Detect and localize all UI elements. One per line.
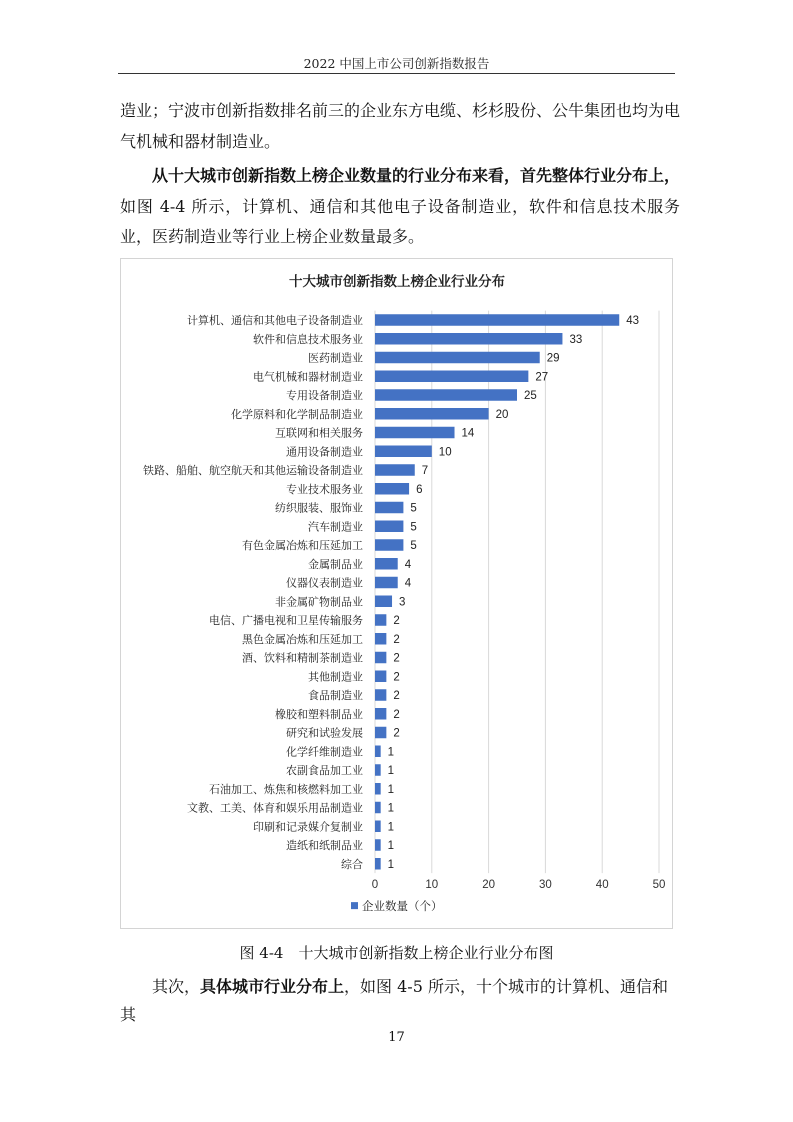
bar xyxy=(375,821,381,833)
bar xyxy=(375,446,432,458)
data-label: 29 xyxy=(546,352,560,365)
category-label: 仪器仪表制造业 xyxy=(286,577,363,590)
category-label: 农副食品加工业 xyxy=(286,765,363,777)
data-label: 33 xyxy=(569,333,583,346)
x-tick-label: 50 xyxy=(652,879,666,892)
bar xyxy=(375,558,398,570)
x-tick-label: 30 xyxy=(539,879,552,892)
bar xyxy=(375,427,455,439)
bar xyxy=(375,577,398,589)
bar xyxy=(375,858,381,870)
data-label: 2 xyxy=(393,690,400,702)
bar xyxy=(375,764,381,776)
data-label: 43 xyxy=(626,315,640,327)
category-label: 石油加工、炼焦和核燃料加工业 xyxy=(209,783,363,796)
x-tick-label: 40 xyxy=(595,879,609,892)
category-label: 酒、饮料和精制茶制造业 xyxy=(242,652,363,665)
x-tick-label: 0 xyxy=(371,879,379,892)
paragraph-3 xyxy=(120,973,680,1029)
bar xyxy=(375,783,381,795)
data-label: 1 xyxy=(387,840,395,852)
bar xyxy=(375,596,392,608)
chart-container xyxy=(120,258,673,929)
page-number: 17 xyxy=(388,1030,405,1045)
bar xyxy=(375,633,386,645)
category-label: 金属制品业 xyxy=(308,558,363,571)
category-label: 其他制造业 xyxy=(308,671,363,684)
bar xyxy=(375,708,386,720)
category-label: 专业技术服务业 xyxy=(286,483,363,496)
header-rule xyxy=(118,73,675,74)
data-label: 4 xyxy=(404,558,412,571)
category-label: 研究和试验发展 xyxy=(286,727,363,740)
bar xyxy=(375,652,386,664)
data-label: 7 xyxy=(421,465,429,477)
data-label: 1 xyxy=(387,858,395,871)
data-label: 1 xyxy=(387,746,395,759)
chart-title: 十大城市创新指数上榜企业行业分布 xyxy=(289,274,505,289)
bar xyxy=(375,502,403,514)
category-label: 印刷和记录媒介复制业 xyxy=(253,821,363,834)
bar xyxy=(375,408,489,420)
paragraph-2 xyxy=(120,161,680,253)
category-label: 黑色金属冶炼和压延加工 xyxy=(242,633,363,646)
data-label: 2 xyxy=(393,633,400,646)
data-label: 2 xyxy=(393,671,400,684)
paragraph-2-bold: 从十大城市创新指数上榜企业数量的行业分布来看，首先整体行业分布上， xyxy=(152,166,681,185)
data-label: 1 xyxy=(387,783,395,796)
paragraph-3-bold: 具体城市行业分布上 xyxy=(200,977,345,996)
bar xyxy=(375,314,619,326)
bar xyxy=(375,727,386,739)
bar xyxy=(375,839,381,851)
category-label: 非金属矿物制品业 xyxy=(275,596,363,609)
data-label: 10 xyxy=(438,446,452,459)
bar xyxy=(375,352,540,364)
category-label: 电气机械和器材制造业 xyxy=(253,371,363,384)
bar xyxy=(375,483,409,495)
data-label: 4 xyxy=(404,577,412,590)
paragraph-3-end: ，如图 4-5 所示，十个城市的计算机、通信和其 xyxy=(120,977,668,1024)
paragraph-3-start: 其次， xyxy=(152,977,201,996)
x-tick-label: 20 xyxy=(482,879,495,892)
page-header: 2022 中国上市公司创新指数报告 xyxy=(303,56,490,71)
bar xyxy=(375,389,517,401)
bar xyxy=(375,464,415,476)
data-label: 20 xyxy=(495,408,509,421)
data-label: 2 xyxy=(393,615,400,627)
data-label: 5 xyxy=(410,521,417,534)
category-label: 有色金属冶炼和压延加工 xyxy=(242,540,363,552)
category-label: 软件和信息技术服务业 xyxy=(253,333,363,346)
figure-caption: 图 4-4 十大城市创新指数上榜企业行业分布图 xyxy=(239,944,554,962)
category-label: 橡胶和塑料制品业 xyxy=(275,708,363,721)
bar xyxy=(375,689,386,701)
bar xyxy=(375,746,381,758)
data-label: 6 xyxy=(416,483,423,496)
category-label: 电信、广播电视和卫星传输服务 xyxy=(209,615,363,627)
data-label: 2 xyxy=(393,708,400,721)
data-label: 25 xyxy=(524,390,537,402)
category-label: 互联网和相关服务 xyxy=(275,427,363,440)
category-label: 铁路、船舶、航空航天和其他运输设备制造业 xyxy=(143,465,363,477)
data-label: 14 xyxy=(461,427,475,440)
data-label: 1 xyxy=(387,765,395,777)
bar xyxy=(375,671,386,683)
data-label: 5 xyxy=(410,502,417,515)
data-label: 5 xyxy=(410,540,417,552)
category-label: 化学原料和化学制品制造业 xyxy=(231,408,363,421)
legend-swatch xyxy=(351,902,358,909)
data-label: 2 xyxy=(393,652,400,665)
paragraph-2-text: 如图 4-4 所示，计算机、通信和其他电子设备制造业，软件和信息技术服务业，医药制造业等行业上榜企业数量最多。 xyxy=(120,196,680,246)
bar-chart xyxy=(121,259,674,930)
category-label: 造纸和纸制品业 xyxy=(286,840,363,852)
data-label: 3 xyxy=(399,596,406,609)
category-label: 医药制造业 xyxy=(308,352,363,365)
category-label: 食品制造业 xyxy=(308,690,363,702)
bar xyxy=(375,539,403,551)
x-tick-label: 10 xyxy=(425,879,439,892)
category-label: 通用设备制造业 xyxy=(286,446,363,459)
category-label: 汽车制造业 xyxy=(308,521,363,534)
bar xyxy=(375,333,562,345)
bar xyxy=(375,371,528,383)
paragraph-1: 造业；宁波市创新指数排名前三的企业东方电缆、杉杉股份、公牛集团也均为电气机械和器材制造业。 xyxy=(120,101,681,151)
bar xyxy=(375,521,403,533)
data-label: 1 xyxy=(387,802,395,815)
category-label: 计算机、通信和其他电子设备制造业 xyxy=(187,315,363,327)
data-label: 2 xyxy=(393,727,400,740)
data-label: 27 xyxy=(535,371,549,384)
category-label: 纺织服装、服饰业 xyxy=(275,502,363,515)
category-label: 化学纤维制造业 xyxy=(286,746,363,759)
category-label: 文教、工美、体育和娱乐用品制造业 xyxy=(187,802,363,815)
bar xyxy=(375,614,386,626)
data-label: 1 xyxy=(387,821,395,834)
category-label: 专用设备制造业 xyxy=(286,390,363,402)
bar xyxy=(375,802,381,814)
legend-label: 企业数量（个） xyxy=(362,901,443,914)
category-label: 综合 xyxy=(341,858,363,871)
